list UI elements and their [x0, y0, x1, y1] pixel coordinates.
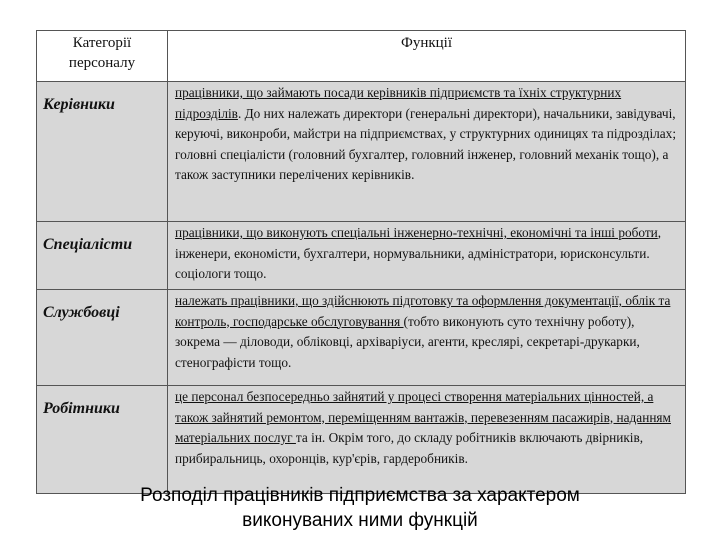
functions-details: . До них належать директори (генеральні директори), начальники, завідувачі, керуючі, виконроби, майстри на підприємствах, у структурних одиницях та підрозділах; головні спеціалісти (головний бухгалтер, головний інженер, головний механік тощо), а також заступники перелічених керівників. [175, 105, 677, 182]
header-functions: Функції [168, 31, 686, 82]
functions-definition: працівники, що займають посади керівників підприємств та їхніх структурних підрозділів [175, 85, 622, 121]
functions-details: та ін. Окрім того, до складу робітників включають двірників, прибиральниць, охоронців, кур'єрів, гардеробників. [175, 430, 644, 466]
category-cell: Службовці [37, 290, 168, 386]
personnel-categories-table [36, 30, 686, 494]
slide-caption: Розподіл працівників підприємства за характером виконуваних ними функцій [140, 485, 580, 531]
functions-cell [168, 386, 686, 494]
functions-definition: працівники, що виконують спеціальні інженерно-технічні, економічні та інші роботи [175, 225, 658, 240]
table-row [37, 290, 686, 386]
functions-definition: це персонал безпосередньо зайнятий у процесі створення матеріальних цінностей, а також зайнятий ремонтом, переміщенням вантажів, перевезенням пасажирів, наданням матеріальних послуг [175, 389, 671, 445]
category-cell: Робітники [37, 386, 168, 494]
functions-cell [168, 222, 686, 290]
functions-definition: належать працівники, що здійснюють підготовку та оформлення документації, облік та контроль, господарське обслуговування [175, 293, 671, 329]
table-row [37, 386, 686, 494]
table-row [37, 222, 686, 290]
functions-details: , інженери, економісти, бухгалтери, нормувальники, адміністратори, юрисконсульти. соціологи тощо. [175, 225, 662, 281]
header-category: Категорії персоналу [37, 31, 168, 82]
category-cell: Спеціалісти [37, 222, 168, 290]
table-header-row [37, 31, 686, 82]
functions-cell [168, 290, 686, 386]
functions-cell [168, 82, 686, 222]
table-row [37, 82, 686, 222]
functions-details: (тобто виконують суто технічну роботу), зокрема — діловоди, обліковці, архіваріуси, агенти, креслярі, секретарі-друкарки, стенографісти тощо. [175, 313, 640, 370]
personnel-table-container [36, 30, 686, 494]
category-cell: Керівники [37, 82, 168, 222]
